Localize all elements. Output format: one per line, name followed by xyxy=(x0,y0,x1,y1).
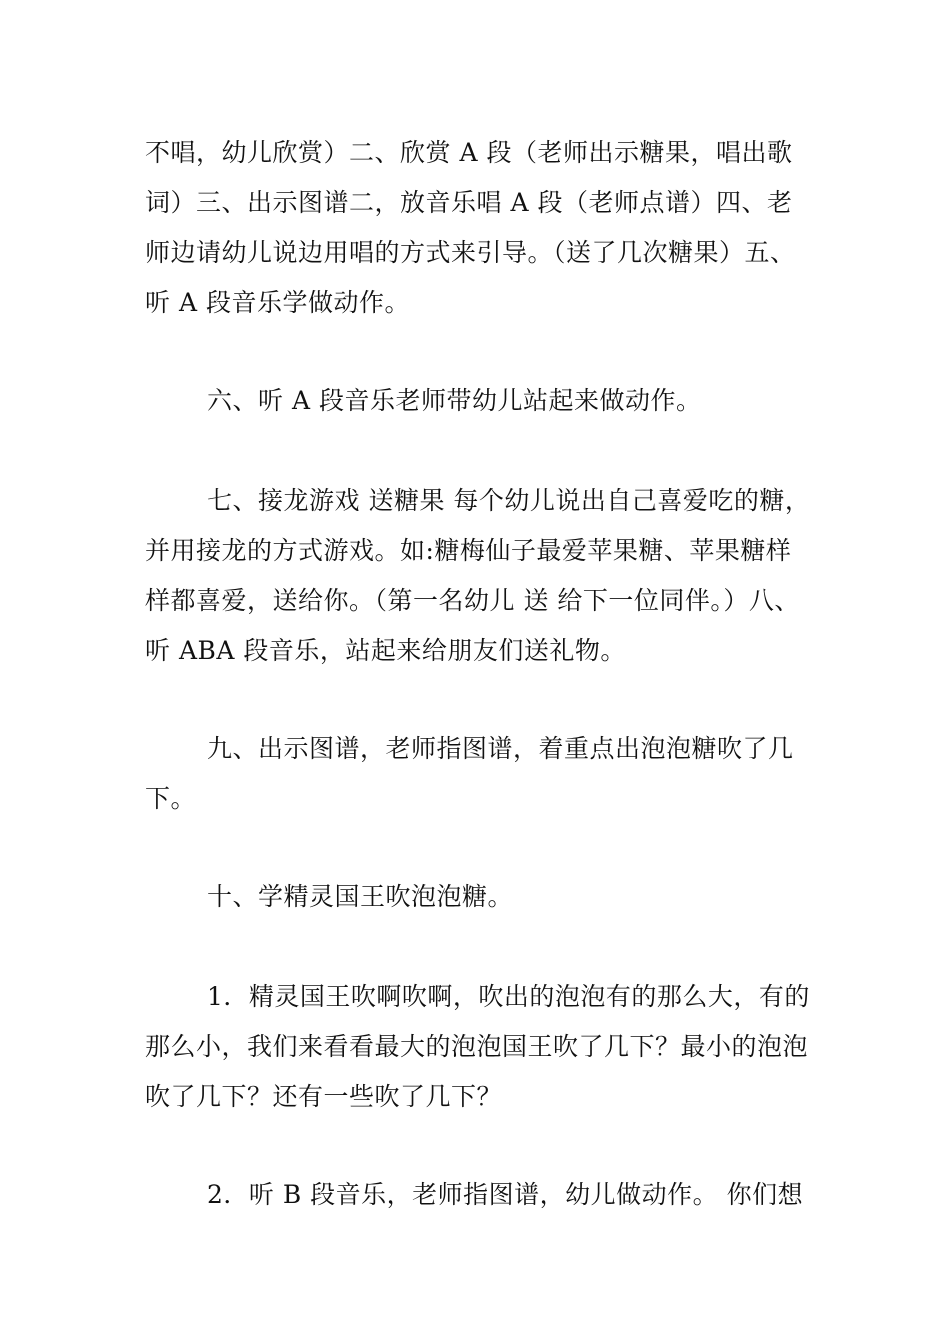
paragraph-step-6: 六、听 A 段音乐老师带幼儿站起来做动作。 xyxy=(207,386,702,415)
paragraph-steps-7-8: 七、接龙游戏 送糖果 每个幼儿说出自己喜爱吃的糖，并用接龙的方式游戏。如:糖梅仙子最爱苹果糖、苹果糖样样都喜爱，送给你。（第一名幼儿 送 给下一位同伴。）八、听 ABA 段音乐，站起来给朋友们送礼物。 xyxy=(145,486,811,665)
paragraph-substep-2: 2．听 B 段音乐，老师指图谱，幼儿做动作。 你们想 xyxy=(207,1180,804,1209)
paragraph-substep-1: 1．精灵国王吹啊吹啊，吹出的泡泡有的那么大，有的那么小，我们来看看最大的泡泡国王吹了几下？最小的泡泡吹了几下？还有一些吹了几下？ xyxy=(145,982,810,1111)
paragraph-steps-1-5: 不唱，幼儿欣赏）二、欣赏 A 段（老师出示糖果，唱出歌词）三、出示图谱二，放音乐唱 A 段（老师点谱）四、老师边请幼儿说边用唱的方式来引导。（送了几次糖果）五、听 A 段音乐学做动作。 xyxy=(145,138,796,317)
paragraph-step-10: 十、学精灵国王吹泡泡糖。 xyxy=(207,882,514,911)
paragraph-step-9: 九、出示图谱，老师指图谱，着重点出泡泡糖吹了几下。 xyxy=(145,734,794,813)
